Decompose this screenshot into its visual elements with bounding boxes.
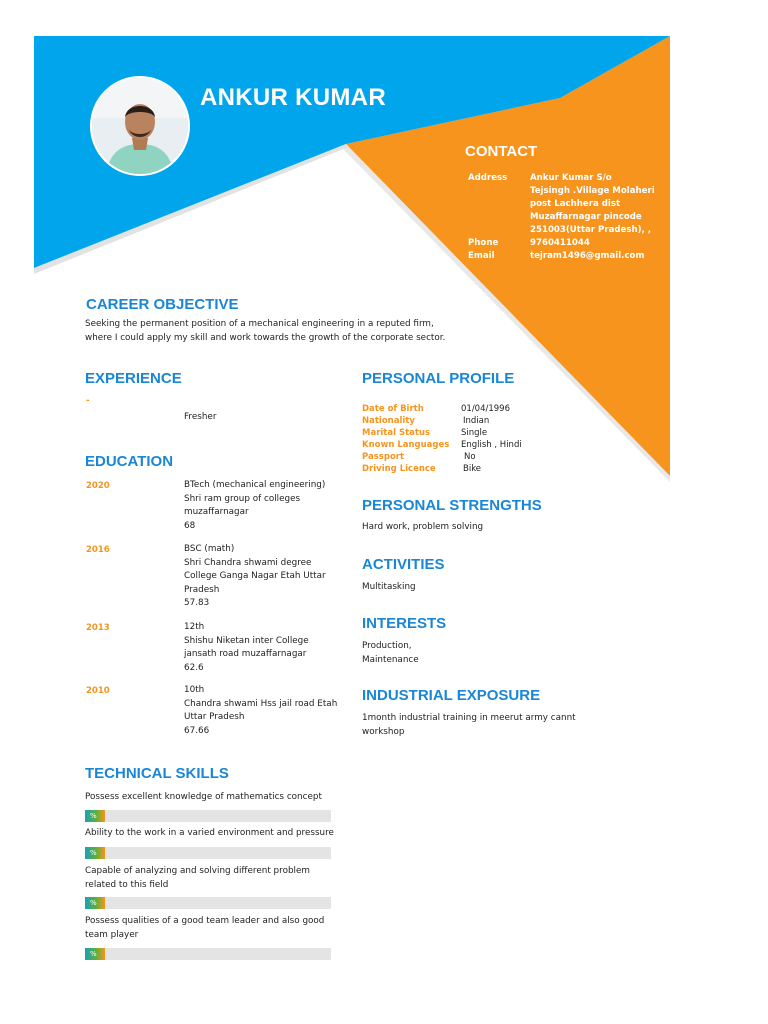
- education-year: 2010: [86, 686, 110, 696]
- personal-strengths-text: Hard work, problem solving: [362, 522, 484, 532]
- career-line: where I could apply my skill and work towards the growth of the corporate sector.: [85, 332, 446, 343]
- skill-bar: [85, 948, 331, 960]
- education-line: 62.6: [184, 662, 204, 673]
- education-year: 2016: [86, 545, 110, 555]
- profile-value: Indian: [463, 416, 490, 426]
- education-line: Pradesh: [184, 584, 220, 595]
- avatar: [90, 76, 190, 176]
- profile-label: Marital Status: [362, 428, 431, 438]
- activities-text: Multitasking: [362, 582, 416, 592]
- education-line: 57.83: [184, 598, 210, 608]
- profile-label: Nationality: [362, 416, 415, 426]
- email-label: Email: [468, 251, 495, 261]
- skill-text: Possess excellent knowledge of mathematics concept: [85, 792, 322, 802]
- skill-text: Ability to the work in a varied environment and pressure: [85, 828, 334, 838]
- education-details: [184, 479, 325, 533]
- education-line: BTech (mechanical engineering): [184, 480, 326, 490]
- education-line: 68: [184, 520, 196, 531]
- address-line: Muzaffarnagar pincode: [530, 212, 642, 222]
- experience-marker: -: [86, 396, 90, 406]
- phone-label: Phone: [468, 238, 499, 248]
- skill-line: related to this field: [85, 879, 169, 890]
- education-line: Uttar Pradesh: [184, 712, 245, 722]
- skill-bar-percent: %: [90, 899, 97, 907]
- personal-profile-title: PERSONAL PROFILE: [362, 370, 515, 387]
- industrial-line: workshop: [362, 726, 405, 737]
- education-line: 67.66: [184, 725, 210, 736]
- experience-title: EXPERIENCE: [85, 370, 182, 387]
- personal-strengths-title: PERSONAL STRENGTHS: [362, 497, 542, 514]
- skill-bar: [85, 810, 331, 822]
- skill-text: [85, 915, 324, 942]
- profile-value: Single: [461, 428, 488, 438]
- career-objective-title: CAREER OBJECTIVE: [86, 296, 239, 313]
- skill-line: Possess qualities of a good team leader and also good: [85, 916, 325, 926]
- education-line: Chandra shwami Hss jail road Etah: [184, 698, 338, 709]
- skill-bar: [85, 897, 331, 909]
- interests-text: [362, 640, 419, 667]
- profile-value: No: [464, 452, 476, 462]
- education-line: 12th: [184, 622, 205, 632]
- profile-label: Known Languages: [362, 440, 450, 450]
- education-details: [184, 684, 337, 738]
- skill-bar-percent: %: [90, 849, 97, 857]
- education-line: Shishu Niketan inter College: [184, 635, 309, 646]
- education-line: Shri Chandra shwami degree: [184, 557, 312, 568]
- education-line: jansath road muzaffarnagar: [184, 649, 307, 659]
- profile-label: Passport: [362, 452, 405, 462]
- industrial-exposure-title: INDUSTRIAL EXPOSURE: [362, 687, 541, 704]
- education-line: Shri ram group of colleges: [184, 493, 301, 504]
- skill-bar-percent: %: [90, 950, 97, 958]
- address-value: [530, 172, 660, 237]
- industrial-line: 1month industrial training in meerut army cannt: [362, 713, 576, 723]
- address-line: 251003(Uttar Pradesh), ,: [530, 225, 652, 235]
- education-line: muzaffarnagar: [184, 507, 249, 517]
- candidate-name: ANKUR KUMAR: [200, 84, 386, 111]
- activities-title: ACTIVITIES: [362, 556, 445, 573]
- address-label: Address: [468, 173, 508, 183]
- skill-text: [85, 865, 310, 892]
- address-line: Ankur Kumar S/o: [530, 173, 612, 183]
- skill-line: team player: [85, 929, 139, 940]
- career-objective-text: [85, 318, 445, 345]
- career-line: Seeking the permanent position of a mechanical engineering in a reputed firm,: [85, 319, 434, 329]
- email-value: tejram1496@gmail.com: [530, 251, 645, 261]
- profile-value: Bike: [463, 464, 482, 474]
- profile-photo: [92, 78, 188, 174]
- contact-title: CONTACT: [465, 143, 538, 160]
- education-line: College Ganga Nagar Etah Uttar: [184, 571, 326, 581]
- education-year: 2013: [86, 623, 110, 633]
- profile-value: 01/04/1996: [461, 404, 510, 414]
- education-line: BSC (math): [184, 544, 235, 554]
- interest-line: Maintenance: [362, 654, 419, 665]
- experience-value: Fresher: [184, 412, 217, 422]
- profile-label: Date of Birth: [362, 404, 424, 414]
- address-line: post Lachhera dist: [530, 199, 621, 209]
- interest-line: Production,: [362, 641, 412, 651]
- skill-line: Capable of analyzing and solving different problem: [85, 866, 310, 876]
- education-title: EDUCATION: [85, 453, 174, 470]
- interests-title: INTERESTS: [362, 615, 447, 632]
- address-line: Tejsingh .Village Molaheri: [530, 186, 655, 196]
- skill-bar-percent: %: [90, 812, 97, 820]
- skill-bar: [85, 847, 331, 859]
- profile-label: Driving Licence: [362, 464, 436, 474]
- education-line: 10th: [184, 685, 205, 695]
- profile-value: English , Hindi: [461, 440, 522, 450]
- phone-value: 9760411044: [530, 238, 590, 248]
- industrial-exposure-text: [362, 712, 576, 739]
- education-details: [184, 543, 326, 611]
- technical-skills-title: TECHNICAL SKILLS: [85, 765, 229, 782]
- education-year: 2020: [86, 481, 110, 491]
- education-details: [184, 621, 309, 675]
